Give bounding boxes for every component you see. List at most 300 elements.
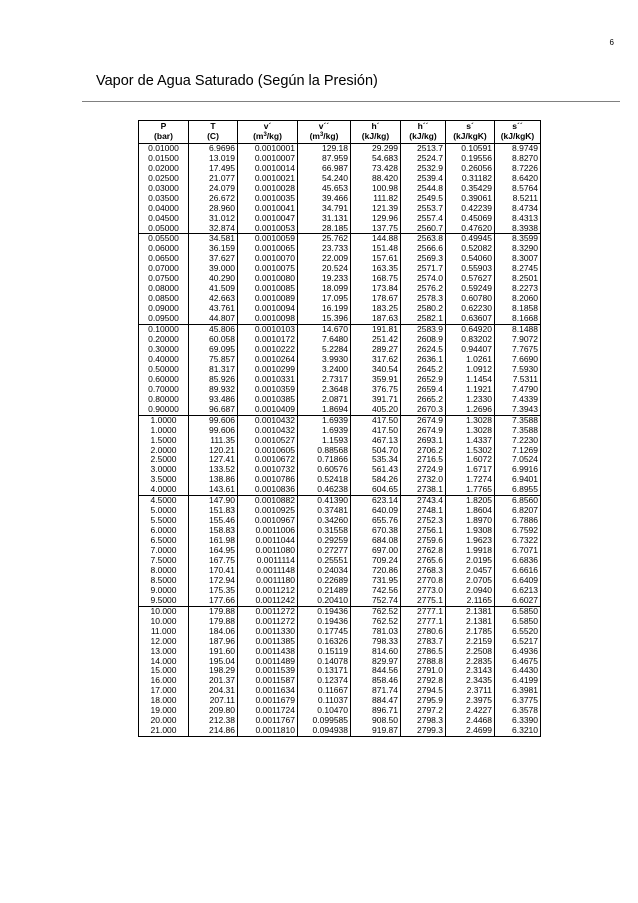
table-cell: 2743.4: [401, 496, 446, 506]
table-cell: 919.87: [351, 726, 401, 736]
table-cell: 8.1488: [495, 325, 541, 335]
table-cell: 6.5217: [495, 637, 541, 647]
table-cell: 6.4936: [495, 647, 541, 657]
table-cell: 99.606: [189, 426, 238, 436]
table-cell: 0.41390: [298, 496, 351, 506]
table-cell: 1.6939: [298, 415, 351, 425]
table-cell: 2.1381: [446, 617, 495, 627]
table-cell: 561.43: [351, 465, 401, 475]
unit-pressure: (bar): [139, 132, 189, 143]
table-cell: 0.0010222: [238, 345, 298, 355]
table-cell: 8.1858: [495, 304, 541, 314]
table-cell: 6.0000: [139, 526, 189, 536]
table-cell: 0.0010059: [238, 234, 298, 244]
table-cell: 43.761: [189, 304, 238, 314]
table-cell: 0.0011679: [238, 696, 298, 706]
table-cell: 44.807: [189, 314, 238, 324]
table-cell: 2576.2: [401, 284, 446, 294]
table-cell: 2665.2: [401, 395, 446, 405]
table-cell: 100.98: [351, 184, 401, 194]
table-row: [139, 596, 541, 606]
table-cell: 2770.8: [401, 576, 446, 586]
table-cell: 87.959: [298, 154, 351, 164]
table-cell: 0.60576: [298, 465, 351, 475]
table-cell: 7.3588: [495, 415, 541, 425]
table-cell: 0.55903: [446, 264, 495, 274]
table-row: [139, 405, 541, 415]
table-cell: 6.9696: [189, 143, 238, 153]
table-cell: 143.61: [189, 485, 238, 495]
header-enthalpy-liquid: h´: [351, 121, 401, 132]
table-cell: 26.672: [189, 194, 238, 204]
table-cell: 187.63: [351, 314, 401, 324]
table-cell: 6.4430: [495, 666, 541, 676]
table-cell: 195.04: [189, 657, 238, 667]
table-cell: 7.6480: [298, 335, 351, 345]
table-cell: 670.38: [351, 526, 401, 536]
table-cell: 0.10470: [298, 706, 351, 716]
table-cell: 2560.7: [401, 224, 446, 234]
table-cell: 2.1165: [446, 596, 495, 606]
table-cell: 0.0010882: [238, 496, 298, 506]
table-cell: 0.40000: [139, 355, 189, 365]
table-cell: 34.581: [189, 234, 238, 244]
table-cell: 0.0011148: [238, 566, 298, 576]
table-cell: 0.13171: [298, 666, 351, 676]
table-cell: 1.7274: [446, 475, 495, 485]
table-cell: 697.00: [351, 546, 401, 556]
table-cell: 12.000: [139, 637, 189, 647]
table-cell: 0.25551: [298, 556, 351, 566]
table-cell: 6.4675: [495, 657, 541, 667]
table-cell: 1.5302: [446, 446, 495, 456]
table-cell: 2608.9: [401, 335, 446, 345]
table-cell: 6.3578: [495, 706, 541, 716]
table-cell: 6.6836: [495, 556, 541, 566]
table-cell: 0.0010925: [238, 506, 298, 516]
table-cell: 0.26056: [446, 164, 495, 174]
table-cell: 22.009: [298, 254, 351, 264]
table-cell: 2.3648: [298, 385, 351, 395]
table-cell: 2732.0: [401, 475, 446, 485]
table-cell: 2.0195: [446, 556, 495, 566]
table-cell: 0.04000: [139, 204, 189, 214]
table-cell: 2792.8: [401, 676, 446, 686]
table-cell: 2775.1: [401, 596, 446, 606]
table-cell: 6.7886: [495, 516, 541, 526]
table-cell: 1.0261: [446, 355, 495, 365]
table-cell: 2.4468: [446, 716, 495, 726]
table-cell: 2674.9: [401, 426, 446, 436]
table-cell: 0.19556: [446, 154, 495, 164]
table-cell: 0.0010385: [238, 395, 298, 405]
table-cell: 28.960: [189, 204, 238, 214]
table-cell: 16.000: [139, 676, 189, 686]
table-row: [139, 726, 541, 736]
table-cell: 623.14: [351, 496, 401, 506]
table-cell: 0.0010075: [238, 264, 298, 274]
table-cell: 0.62230: [446, 304, 495, 314]
table-cell: 6.8207: [495, 506, 541, 516]
table-cell: 1.9308: [446, 526, 495, 536]
table-cell: 1.7765: [446, 485, 495, 495]
table-cell: 0.60780: [446, 294, 495, 304]
table-cell: 0.83202: [446, 335, 495, 345]
table-cell: 2780.6: [401, 627, 446, 637]
table-cell: 8.2060: [495, 294, 541, 304]
table-cell: 19.233: [298, 274, 351, 284]
table-cell: 0.05000: [139, 224, 189, 234]
table-cell: 24.079: [189, 184, 238, 194]
table-cell: 8.4734: [495, 204, 541, 214]
table-cell: 858.46: [351, 676, 401, 686]
table-cell: 0.07000: [139, 264, 189, 274]
table-cell: 2.0940: [446, 586, 495, 596]
table-cell: 0.10000: [139, 325, 189, 335]
table-cell: 2636.1: [401, 355, 446, 365]
table-cell: 42.663: [189, 294, 238, 304]
table-cell: 18.000: [139, 696, 189, 706]
table-cell: 2693.1: [401, 436, 446, 446]
table-cell: 6.6409: [495, 576, 541, 586]
table-cell: 0.0011489: [238, 657, 298, 667]
header-pressure: P: [139, 121, 189, 132]
table-cell: 0.70000: [139, 385, 189, 395]
table-cell: 75.857: [189, 355, 238, 365]
header-unit-row: [139, 132, 541, 143]
table-cell: 340.54: [351, 365, 401, 375]
table-cell: 7.4790: [495, 385, 541, 395]
table-cell: 2652.9: [401, 375, 446, 385]
table-cell: 6.6616: [495, 566, 541, 576]
table-cell: 7.3943: [495, 405, 541, 415]
table-cell: 0.09500: [139, 314, 189, 324]
table-cell: 504.70: [351, 446, 401, 456]
table-cell: 29.299: [351, 143, 401, 153]
table-cell: 0.0010035: [238, 194, 298, 204]
table-cell: 6.5850: [495, 617, 541, 627]
table-cell: 0.94407: [446, 345, 495, 355]
table-cell: 2768.3: [401, 566, 446, 576]
table-cell: 8.6420: [495, 174, 541, 184]
table-cell: 7.5000: [139, 556, 189, 566]
table-cell: 178.67: [351, 294, 401, 304]
table-cell: 0.08000: [139, 284, 189, 294]
table-cell: 781.03: [351, 627, 401, 637]
table-cell: 8.5211: [495, 194, 541, 204]
table-cell: 0.0011810: [238, 726, 298, 736]
table-cell: 2752.3: [401, 516, 446, 526]
table-cell: 2797.2: [401, 706, 446, 716]
table-cell: 884.47: [351, 696, 401, 706]
table-cell: 19.000: [139, 706, 189, 716]
table-cell: 2583.9: [401, 325, 446, 335]
table-cell: 0.20410: [298, 596, 351, 606]
table-cell: 170.41: [189, 566, 238, 576]
table-cell: 2553.7: [401, 204, 446, 214]
table-cell: 2762.8: [401, 546, 446, 556]
table-cell: 14.000: [139, 657, 189, 667]
table-cell: 0.0010786: [238, 475, 298, 485]
table-cell: 7.4339: [495, 395, 541, 405]
table-cell: 0.0011272: [238, 606, 298, 616]
table-cell: 121.39: [351, 204, 401, 214]
table-cell: 155.46: [189, 516, 238, 526]
table-cell: 129.18: [298, 143, 351, 153]
table-cell: 14.670: [298, 325, 351, 335]
table-cell: 0.19436: [298, 617, 351, 627]
table-cell: 762.52: [351, 617, 401, 627]
table-cell: 147.90: [189, 496, 238, 506]
table-cell: 2674.9: [401, 415, 446, 425]
table-cell: 2777.1: [401, 617, 446, 627]
table-cell: 2777.1: [401, 606, 446, 616]
unit-enthalpy-vapor: (kJ/kg): [401, 132, 446, 143]
table-cell: 0.22689: [298, 576, 351, 586]
table-cell: 908.50: [351, 716, 401, 726]
table-cell: 0.37481: [298, 506, 351, 516]
table-cell: 0.0010432: [238, 415, 298, 425]
table-cell: 3.2400: [298, 365, 351, 375]
table-cell: 0.39061: [446, 194, 495, 204]
table-cell: 2738.1: [401, 485, 446, 495]
table-cell: 2580.2: [401, 304, 446, 314]
table-cell: 0.0010053: [238, 224, 298, 234]
table-cell: 2756.1: [401, 526, 446, 536]
table-cell: 2.3435: [446, 676, 495, 686]
table-cell: 164.95: [189, 546, 238, 556]
table-cell: 7.0524: [495, 455, 541, 465]
table-cell: 2.3711: [446, 686, 495, 696]
table-cell: 405.20: [351, 405, 401, 415]
table-cell: 0.20000: [139, 335, 189, 345]
table-cell: 0.21489: [298, 586, 351, 596]
table-cell: 1.3028: [446, 426, 495, 436]
table-cell: 8.7226: [495, 164, 541, 174]
table-cell: 8.3290: [495, 244, 541, 254]
table-cell: 829.97: [351, 657, 401, 667]
table-cell: 0.12374: [298, 676, 351, 686]
table-cell: 2786.5: [401, 647, 446, 657]
table-cell: 0.52082: [446, 244, 495, 254]
table-cell: 1.2696: [446, 405, 495, 415]
table-cell: 6.4199: [495, 676, 541, 686]
table-cell: 9.5000: [139, 596, 189, 606]
table-cell: 6.3775: [495, 696, 541, 706]
table-cell: 0.90000: [139, 405, 189, 415]
table-cell: 0.50000: [139, 365, 189, 375]
table-cell: 1.0912: [446, 365, 495, 375]
table-cell: 1.8205: [446, 496, 495, 506]
table-cell: 6.9401: [495, 475, 541, 485]
table-cell: 1.8970: [446, 516, 495, 526]
table-cell: 3.5000: [139, 475, 189, 485]
table-cell: 158.83: [189, 526, 238, 536]
table-cell: 1.9623: [446, 536, 495, 546]
table-cell: 2.7317: [298, 375, 351, 385]
table-cell: 8.2501: [495, 274, 541, 284]
table-cell: 0.0010070: [238, 254, 298, 264]
table-cell: 1.1593: [298, 436, 351, 446]
table-cell: 54.683: [351, 154, 401, 164]
table-cell: 0.01000: [139, 143, 189, 153]
table-cell: 2659.4: [401, 385, 446, 395]
table-cell: 871.74: [351, 686, 401, 696]
table-cell: 289.27: [351, 345, 401, 355]
table-cell: 2.4699: [446, 726, 495, 736]
table-cell: 36.159: [189, 244, 238, 254]
table-cell: 137.75: [351, 224, 401, 234]
table-cell: 7.1269: [495, 446, 541, 456]
header-entropy-liquid: s´: [446, 121, 495, 132]
table-cell: 2.3143: [446, 666, 495, 676]
table-cell: 6.6213: [495, 586, 541, 596]
table-cell: 2566.6: [401, 244, 446, 254]
table-cell: 187.96: [189, 637, 238, 647]
table-cell: 20.524: [298, 264, 351, 274]
table-cell: 6.3390: [495, 716, 541, 726]
unit-enthalpy-liquid: (kJ/kg): [351, 132, 401, 143]
table-cell: 8.1668: [495, 314, 541, 324]
header-specific-volume-liquid: v´: [238, 121, 298, 132]
table-cell: 138.86: [189, 475, 238, 485]
table-cell: 0.0011767: [238, 716, 298, 726]
table-cell: 0.54060: [446, 254, 495, 264]
table-cell: 655.76: [351, 516, 401, 526]
table-cell: 0.0010172: [238, 335, 298, 345]
table-cell: 0.07500: [139, 274, 189, 284]
table-cell: 0.71866: [298, 455, 351, 465]
table-cell: 0.60000: [139, 375, 189, 385]
table-cell: 1.8694: [298, 405, 351, 415]
table-cell: 66.987: [298, 164, 351, 174]
table-cell: 6.7322: [495, 536, 541, 546]
table-cell: 0.10591: [446, 143, 495, 153]
table-cell: 25.762: [298, 234, 351, 244]
table-cell: 89.932: [189, 385, 238, 395]
table-cell: 0.0011272: [238, 617, 298, 627]
table-cell: 21.077: [189, 174, 238, 184]
table-cell: 0.0010007: [238, 154, 298, 164]
table-cell: 6.5520: [495, 627, 541, 637]
table-cell: 11.000: [139, 627, 189, 637]
table-cell: 69.095: [189, 345, 238, 355]
table-cell: 742.56: [351, 586, 401, 596]
table-cell: 0.31182: [446, 174, 495, 184]
table-cell: 720.86: [351, 566, 401, 576]
table-cell: 111.82: [351, 194, 401, 204]
table-cell: 6.8955: [495, 485, 541, 495]
page-number: 6: [609, 38, 614, 47]
table-cell: 168.75: [351, 274, 401, 284]
table-cell: 17.495: [189, 164, 238, 174]
table-cell: 2799.3: [401, 726, 446, 736]
table-cell: 7.5930: [495, 365, 541, 375]
table-cell: 172.94: [189, 576, 238, 586]
table-cell: 21.000: [139, 726, 189, 736]
table-cell: 4.0000: [139, 485, 189, 495]
table-cell: 2.0457: [446, 566, 495, 576]
table-cell: 13.019: [189, 154, 238, 164]
table-cell: 0.0011438: [238, 647, 298, 657]
table-cell: 0.35429: [446, 184, 495, 194]
table-cell: 0.0011385: [238, 637, 298, 647]
table-cell: 2624.5: [401, 345, 446, 355]
table-cell: 212.38: [189, 716, 238, 726]
table-cell: 640.09: [351, 506, 401, 516]
table-cell: 2706.2: [401, 446, 446, 456]
table-cell: 2582.1: [401, 314, 446, 324]
table-cell: 81.317: [189, 365, 238, 375]
table-cell: 0.46238: [298, 485, 351, 495]
table-cell: 0.17745: [298, 627, 351, 637]
table-cell: 0.0010094: [238, 304, 298, 314]
table-cell: 175.35: [189, 586, 238, 596]
table-cell: 6.3210: [495, 726, 541, 736]
table-cell: 144.88: [351, 234, 401, 244]
table-cell: 0.0010098: [238, 314, 298, 324]
table-cell: 0.0011114: [238, 556, 298, 566]
table-cell: 0.0011180: [238, 576, 298, 586]
table-cell: 844.56: [351, 666, 401, 676]
table-cell: 0.0010085: [238, 284, 298, 294]
table-cell: 0.11037: [298, 696, 351, 706]
table-cell: 391.71: [351, 395, 401, 405]
table-cell: 9.0000: [139, 586, 189, 596]
table-cell: 0.0011080: [238, 546, 298, 556]
table-cell: 16.199: [298, 304, 351, 314]
table-cell: 0.63607: [446, 314, 495, 324]
table-cell: 2563.8: [401, 234, 446, 244]
table-cell: 1.5000: [139, 436, 189, 446]
table-cell: 2574.0: [401, 274, 446, 284]
table-cell: 0.01500: [139, 154, 189, 164]
table-cell: 0.0010672: [238, 455, 298, 465]
table-cell: 10.000: [139, 606, 189, 616]
table-cell: 0.0010836: [238, 485, 298, 495]
table-cell: 0.0010359: [238, 385, 298, 395]
table-cell: 214.86: [189, 726, 238, 736]
table-cell: 8.5764: [495, 184, 541, 194]
table-cell: 8.3599: [495, 234, 541, 244]
table-cell: 0.16326: [298, 637, 351, 647]
table-cell: 173.84: [351, 284, 401, 294]
table-cell: 0.03000: [139, 184, 189, 194]
table-cell: 15.396: [298, 314, 351, 324]
table-cell: 6.7071: [495, 546, 541, 556]
table-cell: 0.0010331: [238, 375, 298, 385]
table-cell: 34.791: [298, 204, 351, 214]
table-cell: 0.0010080: [238, 274, 298, 284]
table-cell: 88.420: [351, 174, 401, 184]
table-cell: 0.0010028: [238, 184, 298, 194]
table-cell: 0.0011242: [238, 596, 298, 606]
unit-specific-volume-liquid: $(m^3/kg)$: [238, 132, 298, 143]
table-cell: 0.0010014: [238, 164, 298, 174]
table-cell: 2.0000: [139, 446, 189, 456]
table-cell: 2645.2: [401, 365, 446, 375]
table-cell: 0.15119: [298, 647, 351, 657]
table-cell: 2524.7: [401, 154, 446, 164]
table-cell: 2.5000: [139, 455, 189, 465]
table-cell: 0.19436: [298, 606, 351, 616]
table-cell: 6.3981: [495, 686, 541, 696]
table-cell: 39.466: [298, 194, 351, 204]
table-cell: 2759.6: [401, 536, 446, 546]
table-cell: 1.6072: [446, 455, 495, 465]
table-cell: 0.11667: [298, 686, 351, 696]
table-cell: 2.2159: [446, 637, 495, 647]
